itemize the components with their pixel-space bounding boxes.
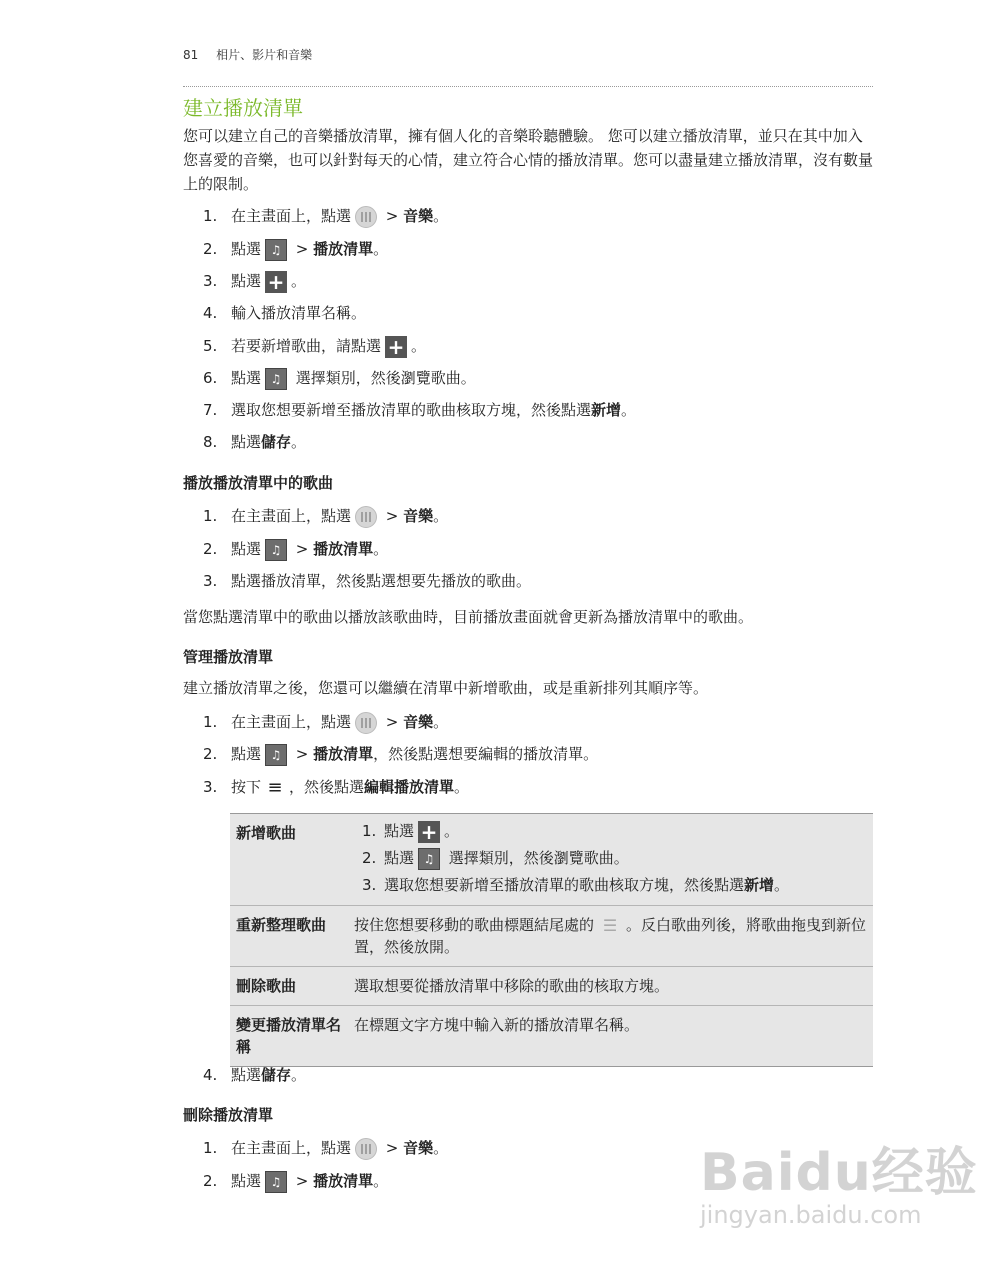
- library-icon: ♫: [265, 744, 287, 766]
- delete-subtitle: 刪除播放清單: [183, 1106, 274, 1124]
- create-step-3: 3. 點選 + 。: [203, 269, 307, 294]
- table-step: 3. 選取您想要新增至播放清單的歌曲核取方塊，然後點選新增。: [362, 876, 790, 894]
- all-apps-icon: [355, 206, 377, 228]
- table-row: 重新整理歌曲 按住您想要移動的歌曲標題結尾處的 ☰ 。反白歌曲列後，將歌曲拖曳到新位置，然後放開。: [230, 905, 873, 966]
- library-icon: ♫: [265, 239, 287, 261]
- table-step: 2. 點選 ♫ 選擇類別，然後瀏覽歌曲。: [362, 845, 869, 872]
- manage-step-3: 3. 按下 ≡ ，然後點選編輯播放清單。: [203, 776, 470, 798]
- table-step: 1. 點選 + 。: [362, 819, 460, 844]
- table-row-label: 刪除歌曲: [236, 977, 297, 995]
- table-row: 刪除歌曲 選取想要從播放清單中移除的歌曲的核取方塊。: [230, 966, 873, 1005]
- watermark-logo: Baidu经验: [700, 1143, 978, 1203]
- add-icon: +: [418, 821, 440, 843]
- play-note: 當您點選清單中的歌曲以播放該歌曲時，目前播放畫面就會更新為播放清單中的歌曲。: [183, 608, 754, 626]
- manage-step-2: 2. 點選 ♫ > 播放清單，然後點選想要編輯的播放清單。: [203, 742, 598, 766]
- table-row-label: 新增歌曲: [236, 824, 297, 842]
- create-step-1: 1. 在主畫面上，點選 > 音樂。: [203, 204, 448, 228]
- table-row: 變更播放清單名稱 在標題文字方塊中輸入新的播放清單名稱。: [230, 1005, 873, 1066]
- manage-subtitle: 管理播放清單: [183, 648, 274, 666]
- add-icon: +: [265, 271, 287, 293]
- delete-step-1: 1. 在主畫面上，點選 > 音樂。: [203, 1136, 448, 1160]
- library-icon: ♫: [265, 539, 287, 561]
- library-icon: ♫: [265, 368, 287, 390]
- chapter-title: 相片、影片和音樂: [216, 48, 313, 62]
- create-step-7: 7. 選取您想要新增至播放清單的歌曲核取方塊，然後點選新增。: [203, 401, 637, 419]
- baidu-watermark: [700, 1130, 978, 1229]
- play-step-1: 1. 在主畫面上，點選 > 音樂。: [203, 504, 448, 528]
- table-row-label: 重新整理歌曲: [236, 916, 327, 934]
- manage-step-4: 4. 點選儲存。: [203, 1066, 307, 1084]
- create-step-2: 2. 點選 ♫ > 播放清單。: [203, 237, 388, 261]
- add-icon: +: [385, 336, 407, 358]
- delete-step-2: 2. 點選 ♫ > 播放清單。: [203, 1169, 388, 1193]
- edit-options-table: [230, 813, 873, 1067]
- play-step-2: 2. 點選 ♫ > 播放清單。: [203, 537, 388, 561]
- table-row: [230, 814, 873, 905]
- drag-handle-icon: ☰: [602, 915, 618, 935]
- intro-paragraph: 您可以建立自己的音樂播放清單，擁有個人化的音樂聆聽體驗。 您可以建立播放清單，並只在其中加入您喜愛的音樂，也可以針對每天的心情，建立符合心情的播放清單。您可以盡量建立播放清單，沒有數量上的限制。: [183, 127, 874, 193]
- create-step-6: 6. 點選 ♫ 選擇類別，然後瀏覽歌曲。: [203, 366, 476, 390]
- manage-step-1: 1. 在主畫面上，點選 > 音樂。: [203, 710, 448, 734]
- table-row-label: 變更播放清單名稱: [236, 1016, 342, 1056]
- library-icon: ♫: [418, 848, 440, 870]
- page-header: [183, 46, 312, 63]
- manage-intro: 建立播放清單之後，您還可以繼續在清單中新增歌曲，或是重新排列其順序等。: [183, 679, 709, 697]
- library-icon: ♫: [265, 1171, 287, 1193]
- watermark-url: jingyan.baidu.com: [700, 1201, 922, 1229]
- play-step-3: 3. 點選播放清單，然後點選想要先播放的歌曲。: [203, 572, 532, 590]
- create-step-5: 5. 若要新增歌曲，請點選 + 。: [203, 334, 427, 359]
- menu-icon: ≡: [267, 776, 283, 798]
- header-divider: [183, 86, 873, 87]
- all-apps-icon: [355, 1138, 377, 1160]
- section-title: 建立播放清單: [183, 96, 303, 120]
- page-number: 81: [183, 48, 199, 62]
- create-step-8: 8. 點選儲存。: [203, 433, 307, 451]
- all-apps-icon: [355, 506, 377, 528]
- create-step-4: 4. 輸入播放清單名稱。: [203, 304, 367, 322]
- all-apps-icon: [355, 712, 377, 734]
- play-subtitle: 播放播放清單中的歌曲: [183, 474, 334, 492]
